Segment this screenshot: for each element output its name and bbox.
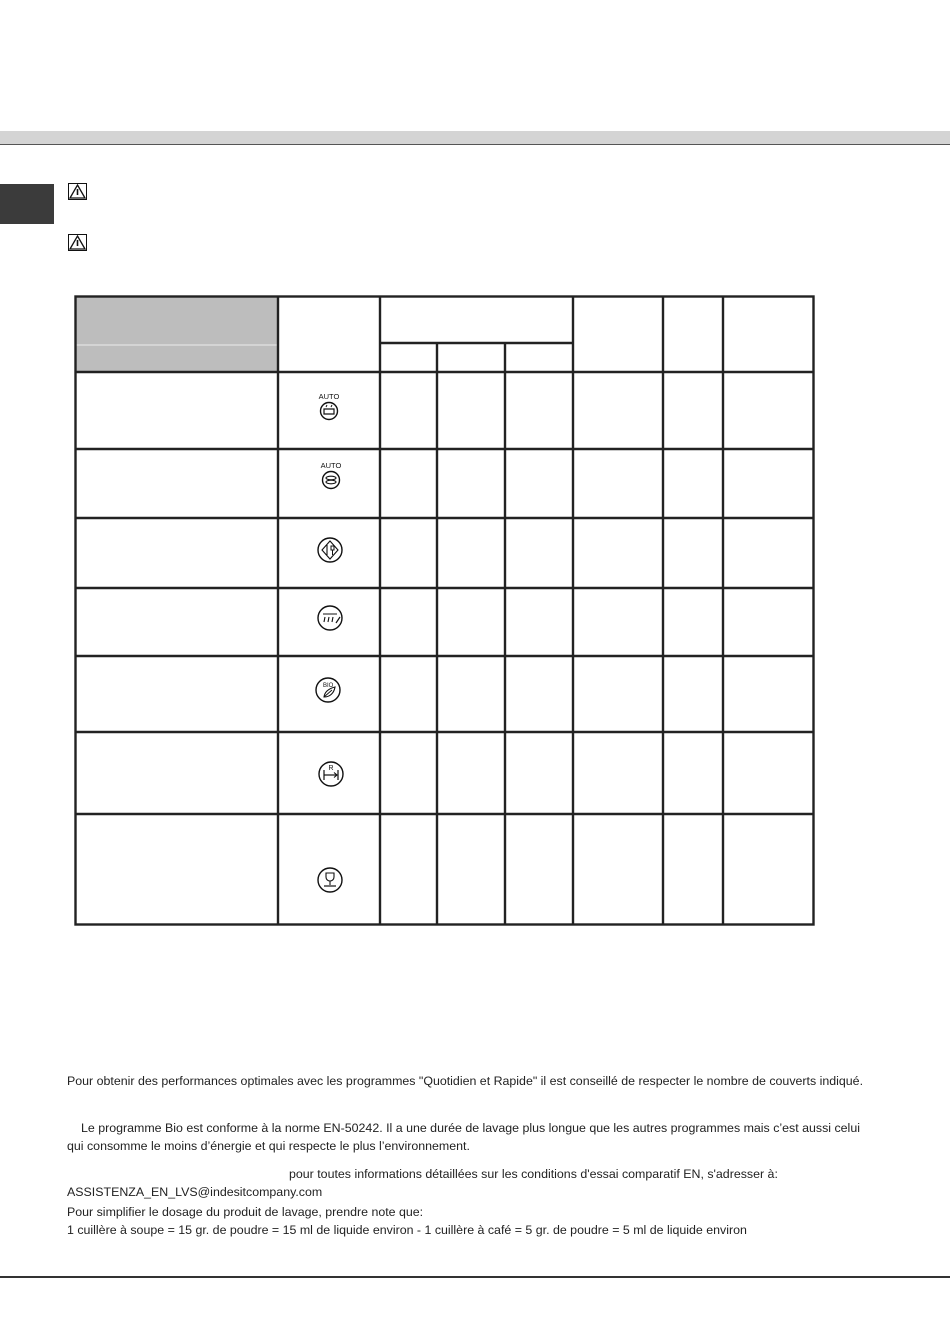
notes-block [67, 1119, 867, 1155]
note-en-email: ASSISTENZA_EN_LVS@indesitcompany.com [67, 1185, 323, 1199]
note-bio-program: Le programme Bio est conforme à la norme EN-50242. Il a une durée de lavage plus longue que les autres programmes mais c’est aussi celui qui consomme le moins d’énergie et qui respecte le plus l’environnement. [67, 1121, 860, 1153]
note-en-test-line [67, 1165, 867, 1183]
svg-text:AUTO: AUTO [318, 392, 340, 401]
language-tab [0, 184, 54, 224]
quick-icon [315, 603, 345, 633]
note-dosage-equivalence: 1 cuillère à soupe = 15 gr. de poudre = 15 ml de liquide environ - 1 cuillère à café = 5 gr. de poudre = 5 ml de liquide environ [67, 1223, 747, 1237]
svg-text:AUTO: AUTO [320, 461, 342, 470]
warning-triangle-icon [68, 183, 87, 200]
delicate-glass-icon [315, 865, 345, 895]
warning-triangle-icon [68, 234, 87, 251]
notes-block [67, 1165, 867, 1201]
note-en-test-text: pour toutes informations détaillées sur les conditions d'essai comparatif EN, s'adresser à: [289, 1167, 778, 1181]
note-dosage-intro: Pour simplifier le dosage du produit de lavage, prendre note que: [67, 1205, 424, 1219]
rinse-icon [316, 759, 346, 789]
auto-intensive-icon [314, 391, 344, 421]
header-rule [0, 144, 950, 145]
bio-eco-icon [313, 675, 343, 705]
footer-rule [0, 1276, 950, 1278]
program-table [74, 295, 816, 927]
daily-icon [315, 535, 345, 565]
svg-text:R: R [328, 765, 334, 772]
table-header-fill [76, 297, 277, 371]
svg-text:BIO: BIO [323, 683, 334, 689]
header-band [0, 131, 950, 144]
auto-normal-icon [316, 460, 346, 490]
note-quotidien-rapide: Pour obtenir des performances optimales avec les programmes "Quotidien et Rapide" il est conseillé de respecter le nombre de couverts indiqué. [67, 1074, 864, 1088]
notes-block [67, 1203, 867, 1239]
notes-block [67, 1072, 867, 1090]
